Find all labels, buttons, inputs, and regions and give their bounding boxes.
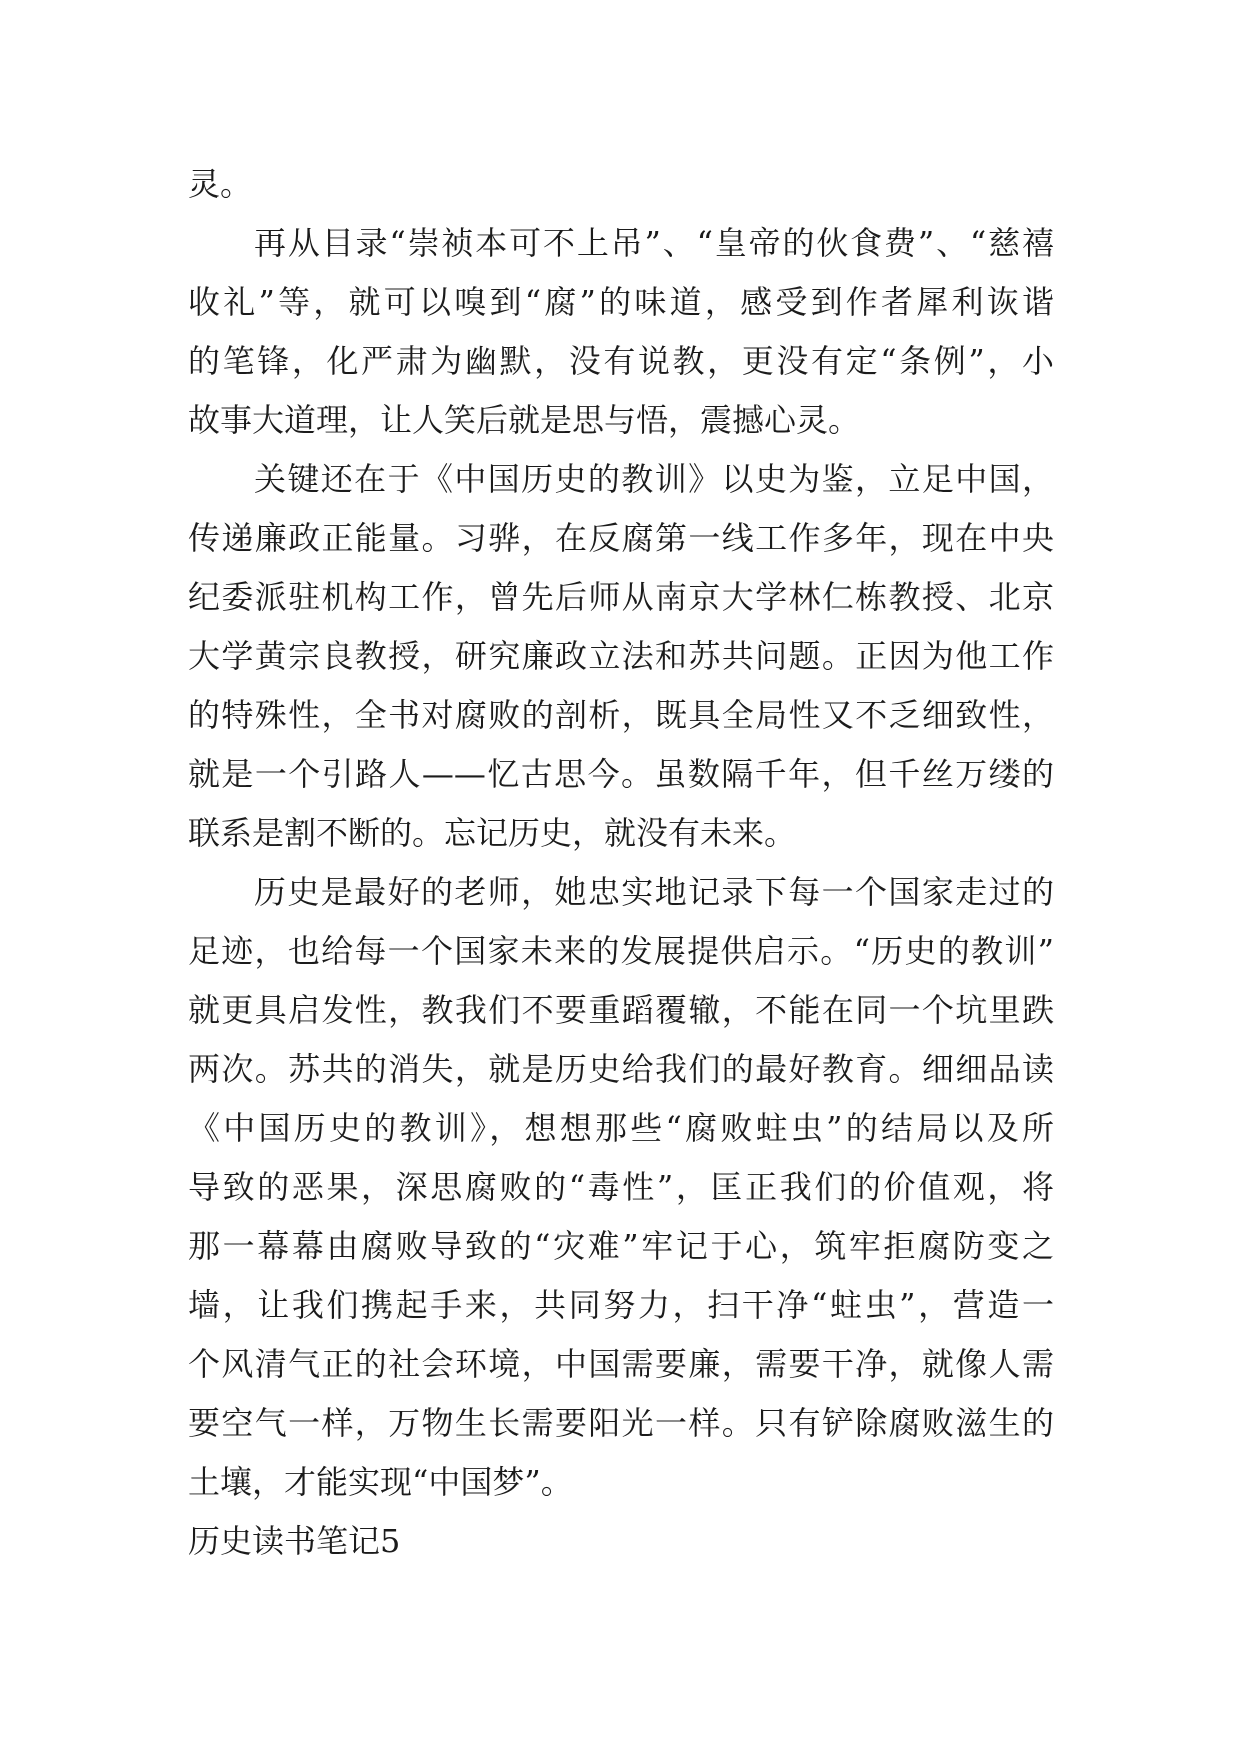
text-line: 那一幕幕由腐败导致的“灾难”牢记于心，筑牢拒腐防变之 — [188, 1227, 1054, 1265]
text-line: 纪委派驻机构工作，曾先后师从南京大学林仁栋教授、北京 — [188, 578, 1054, 616]
paragraph — [188, 450, 1054, 863]
text-line: 收礼”等，就可以嗅到“腐”的味道，感受到作者犀利诙谐 — [188, 283, 1054, 321]
text-line: 关键还在于《中国历史的教训》以史为鉴，立足中国， — [254, 460, 1054, 498]
text-line: 足迹，也给每一个国家未来的发展提供启示。“历史的教训” — [188, 932, 1054, 970]
text-line: 要空气一样，万物生长需要阳光一样。只有铲除腐败滋生的 — [188, 1404, 1054, 1442]
text-line: 导致的恶果，深思腐败的“毒性”，匡正我们的价值观，将 — [188, 1168, 1054, 1206]
text-line: 传递廉政正能量。习骅，在反腐第一线工作多年，现在中央 — [188, 519, 1054, 557]
document-body — [188, 155, 1054, 1571]
text-line: 就是一个引路人——忆古思今。虽数隔千年，但千丝万缕的 — [188, 755, 1054, 793]
paragraph — [188, 863, 1054, 1512]
text-line: 联系是割不断的。忘记历史，就没有未来。 — [188, 814, 797, 852]
text-line: 《中国历史的教训》，想想那些“腐败蛀虫”的结局以及所 — [188, 1109, 1054, 1147]
paragraph — [188, 214, 1054, 450]
text-line: 个风清气正的社会环境，中国需要廉，需要干净，就像人需 — [188, 1345, 1054, 1383]
text-line: 就更具启发性，教我们不要重蹈覆辙，不能在同一个坑里跌 — [188, 991, 1054, 1029]
section-heading: 历史读书笔记5 — [188, 1522, 401, 1560]
text-line: 两次。苏共的消失，就是历史给我们的最好教育。细细品读 — [188, 1050, 1054, 1088]
text-line: 的特殊性，全书对腐败的剖析，既具全局性又不乏细致性， — [188, 696, 1054, 734]
text-line: 土壤，才能实现“中国梦”。 — [188, 1463, 573, 1501]
text-line: 再从目录“崇祯本可不上吊”、“皇帝的伙食费”、“慈禧 — [254, 224, 1054, 262]
text-line: 灵。 — [188, 165, 253, 203]
text-line: 的笔锋，化严肃为幽默，没有说教，更没有定“条例”，小 — [188, 342, 1054, 380]
paragraph-continued — [188, 155, 1054, 214]
text-line: 历史是最好的老师，她忠实地记录下每一个国家走过的 — [254, 873, 1054, 911]
text-line: 大学黄宗良教授，研究廉政立法和苏共问题。正因为他工作 — [188, 637, 1054, 675]
text-line: 墙，让我们携起手来，共同努力，扫干净“蛀虫”，营造一 — [188, 1286, 1054, 1324]
text-line: 故事大道理，让人笑后就是思与悟，震撼心灵。 — [188, 401, 861, 439]
